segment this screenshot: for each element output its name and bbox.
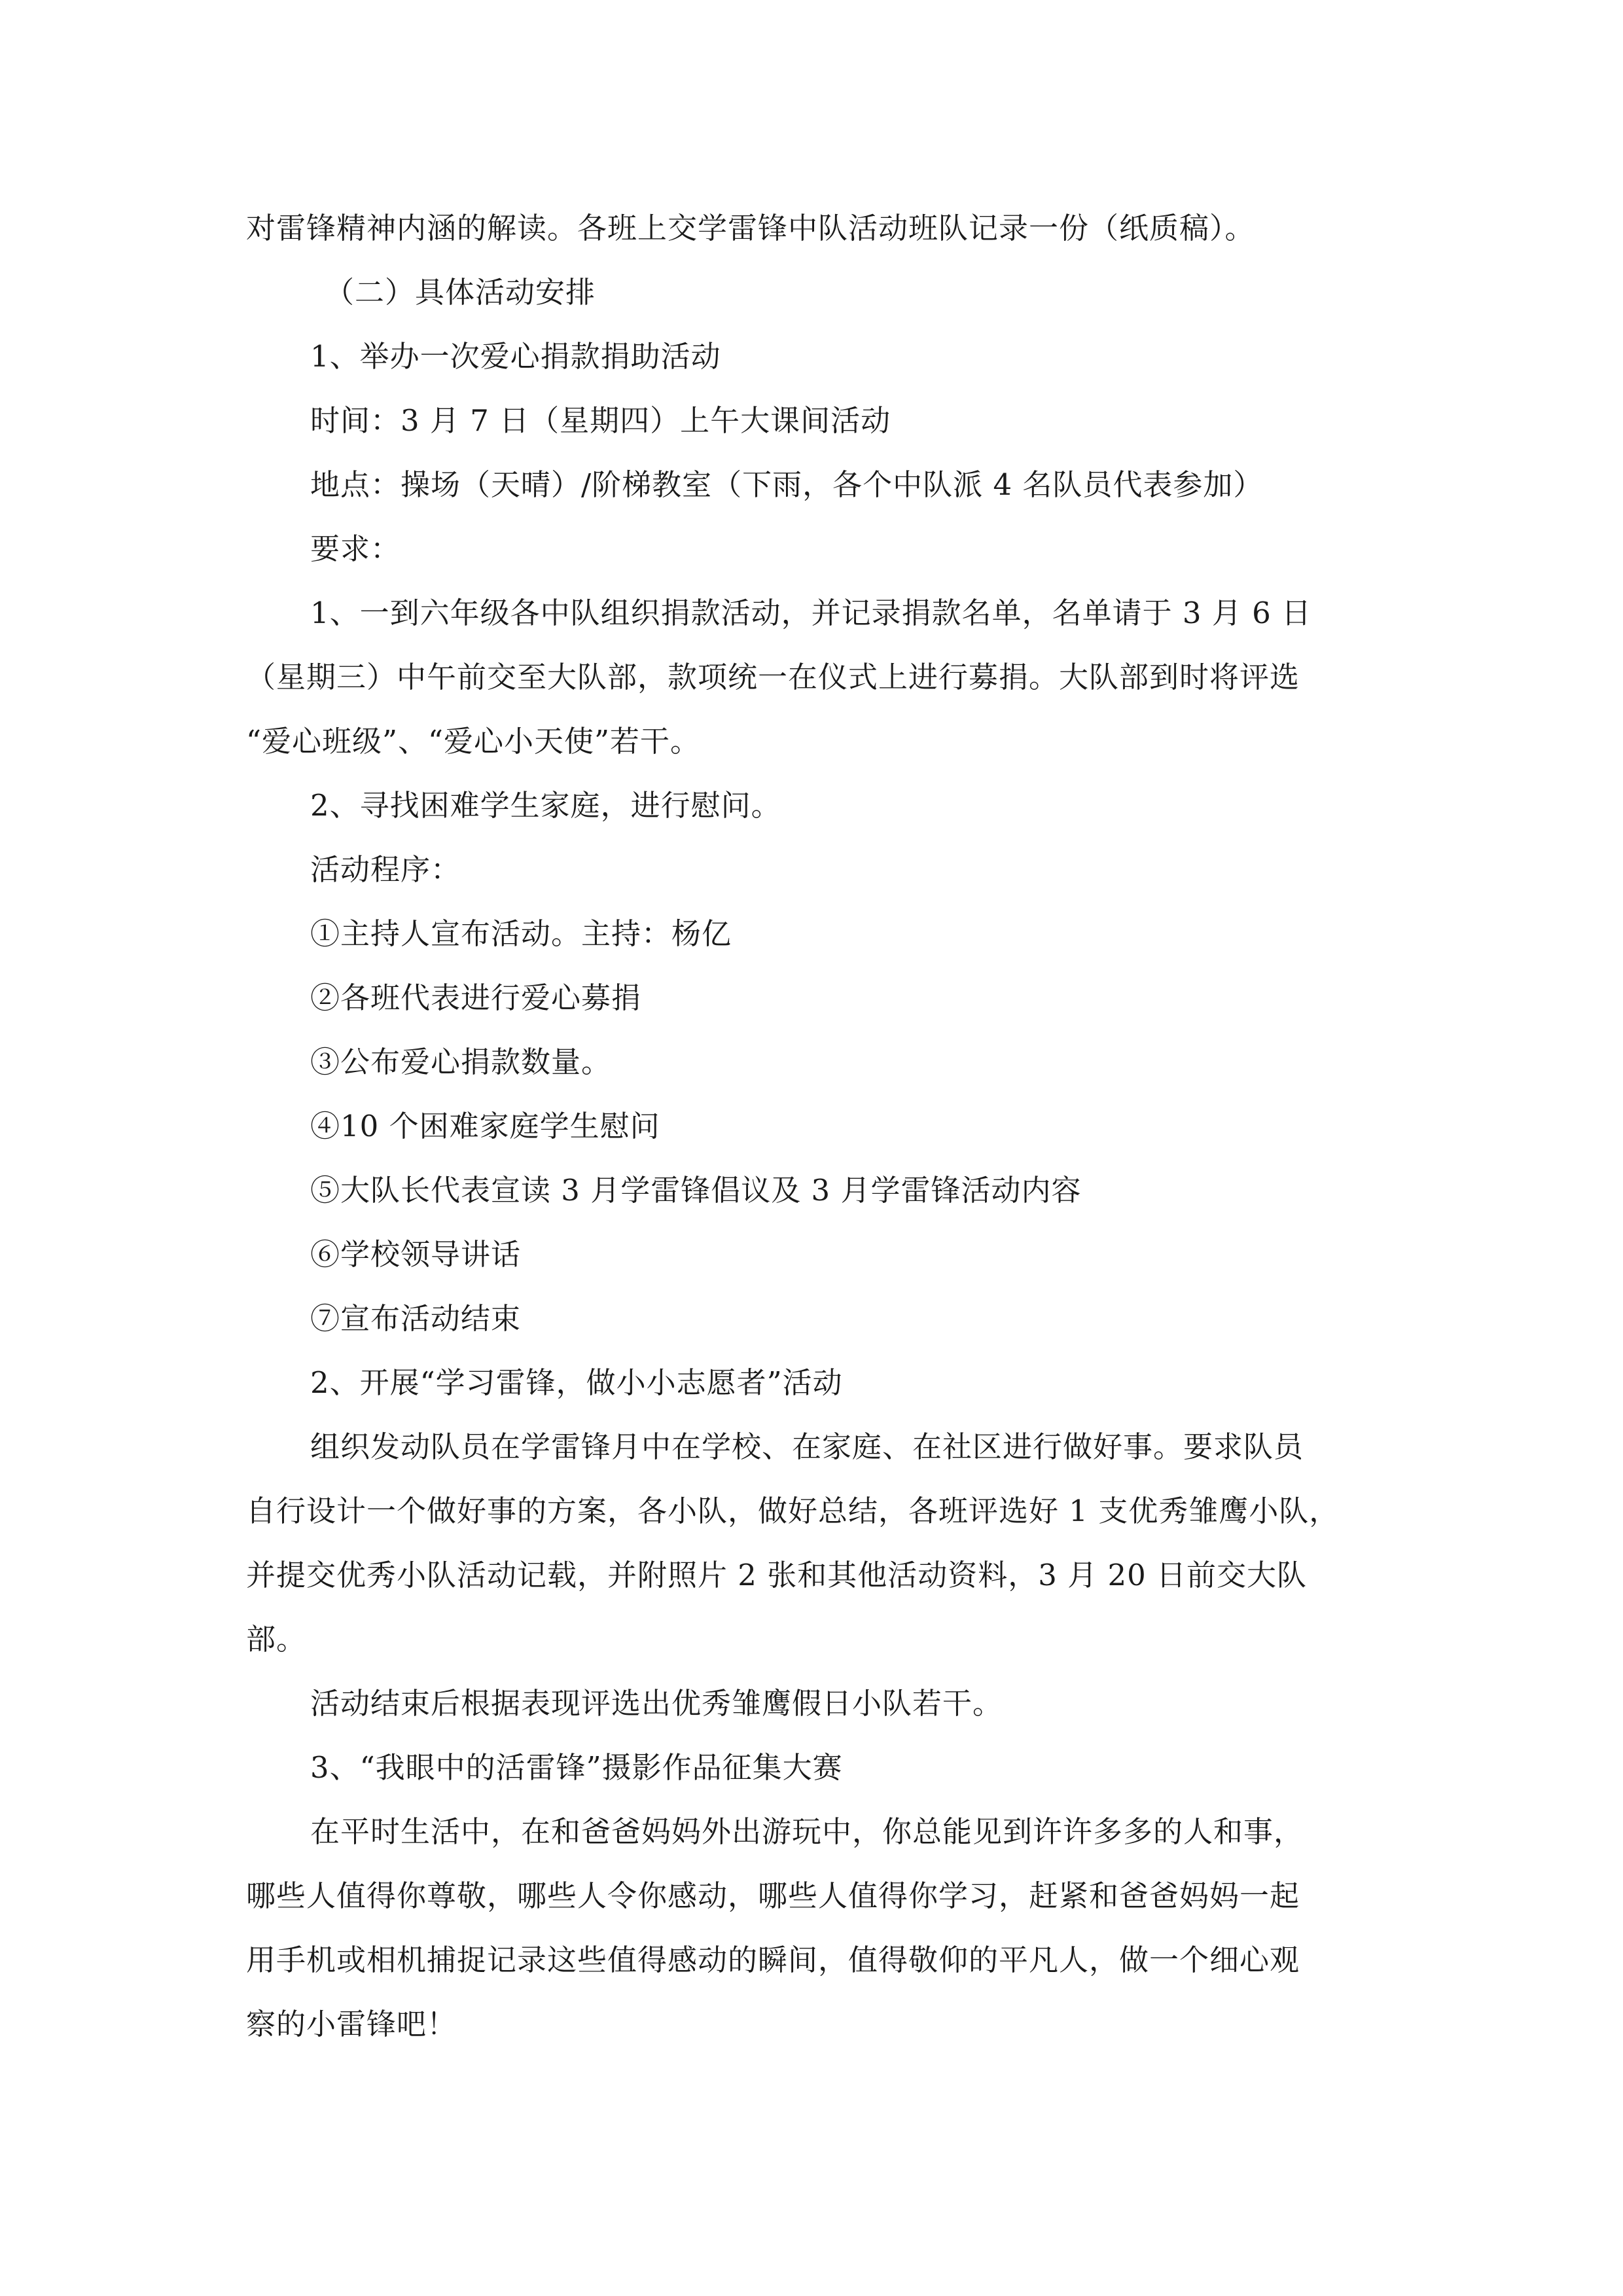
paragraph-line: 并提交优秀小队活动记载，并附照片 2 张和其他活动资料，3 月 20 日前交大队 <box>246 1558 1308 1592</box>
paragraph-line: 2、寻找困难学生家庭，进行慰问。 <box>310 788 781 823</box>
paragraph-line: 在平时生活中，在和爸爸妈妈外出游玩中，你总能见到许许多多的人和事， <box>310 1814 1304 1849</box>
paragraph-line: 要求： <box>310 531 401 566</box>
paragraph-line: 部。 <box>246 1622 307 1657</box>
paragraph-line: 组织发动队员在学雷锋月中在学校、在家庭、在社区进行做好事。要求队员 <box>310 1429 1304 1464</box>
section-heading: （二）具体活动安排 <box>325 275 596 310</box>
paragraph-line: 1、一到六年级各中队组织捐款活动，并记录捐款名单，名单请于 3 月 6 日 <box>310 596 1312 630</box>
item-heading: 1、举办一次爱心捐款捐助活动 <box>310 339 721 374</box>
paragraph-line: （星期三）中午前交至大队部，款项统一在仪式上进行募捐。大队部到时将评选 <box>246 660 1300 694</box>
list-item: ④10 个困难家庭学生慰问 <box>310 1109 660 1143</box>
item-heading: 3、“我眼中的活雷锋”摄影作品征集大赛 <box>310 1750 843 1785</box>
paragraph-line: 地点：操场（天晴）/阶梯教室（下雨，各个中队派 4 名队员代表参加） <box>310 467 1264 502</box>
list-item: ③公布爱心捐款数量。 <box>310 1045 612 1079</box>
list-item: ⑤大队长代表宣读 3 月学雷锋倡议及 3 月学雷锋活动内容 <box>310 1173 1082 1208</box>
list-item: ⑦宣布活动结束 <box>310 1301 522 1336</box>
paragraph-line: 时间：3 月 7 日（星期四）上午大课间活动 <box>310 403 891 438</box>
paragraph-line: 自行设计一个做好事的方案，各小队，做好总结，各班评选好 1 支优秀雏鹰小队， <box>246 1494 1340 1528</box>
paragraph-line: “爱心班级”、“爱心小天使”若干。 <box>246 724 701 759</box>
paragraph-line: 察的小雷锋吧！ <box>246 2007 457 2041</box>
list-item: ②各班代表进行爱心募捐 <box>310 980 642 1015</box>
paragraph-line: 哪些人值得你尊敬，哪些人令你感动，哪些人值得你学习，赶紧和爸爸妈妈一起 <box>246 1878 1300 1913</box>
paragraph-line: 活动结束后根据表现评选出优秀雏鹰假日小队若干。 <box>310 1686 1003 1721</box>
paragraph-line: 活动程序： <box>310 852 461 887</box>
list-item: ⑥学校领导讲话 <box>310 1237 522 1272</box>
list-item: ①主持人宣布活动。主持：杨亿 <box>310 916 732 951</box>
item-heading: 2、开展“学习雷锋，做小小志愿者”活动 <box>310 1365 843 1400</box>
paragraph-line: 对雷锋精神内涵的解读。各班上交学雷锋中队活动班队记录一份（纸质稿）。 <box>246 211 1255 245</box>
paragraph-line: 用手机或相机捕捉记录这些值得感动的瞬间，值得敬仰的平凡人，做一个细心观 <box>246 1943 1300 1977</box>
